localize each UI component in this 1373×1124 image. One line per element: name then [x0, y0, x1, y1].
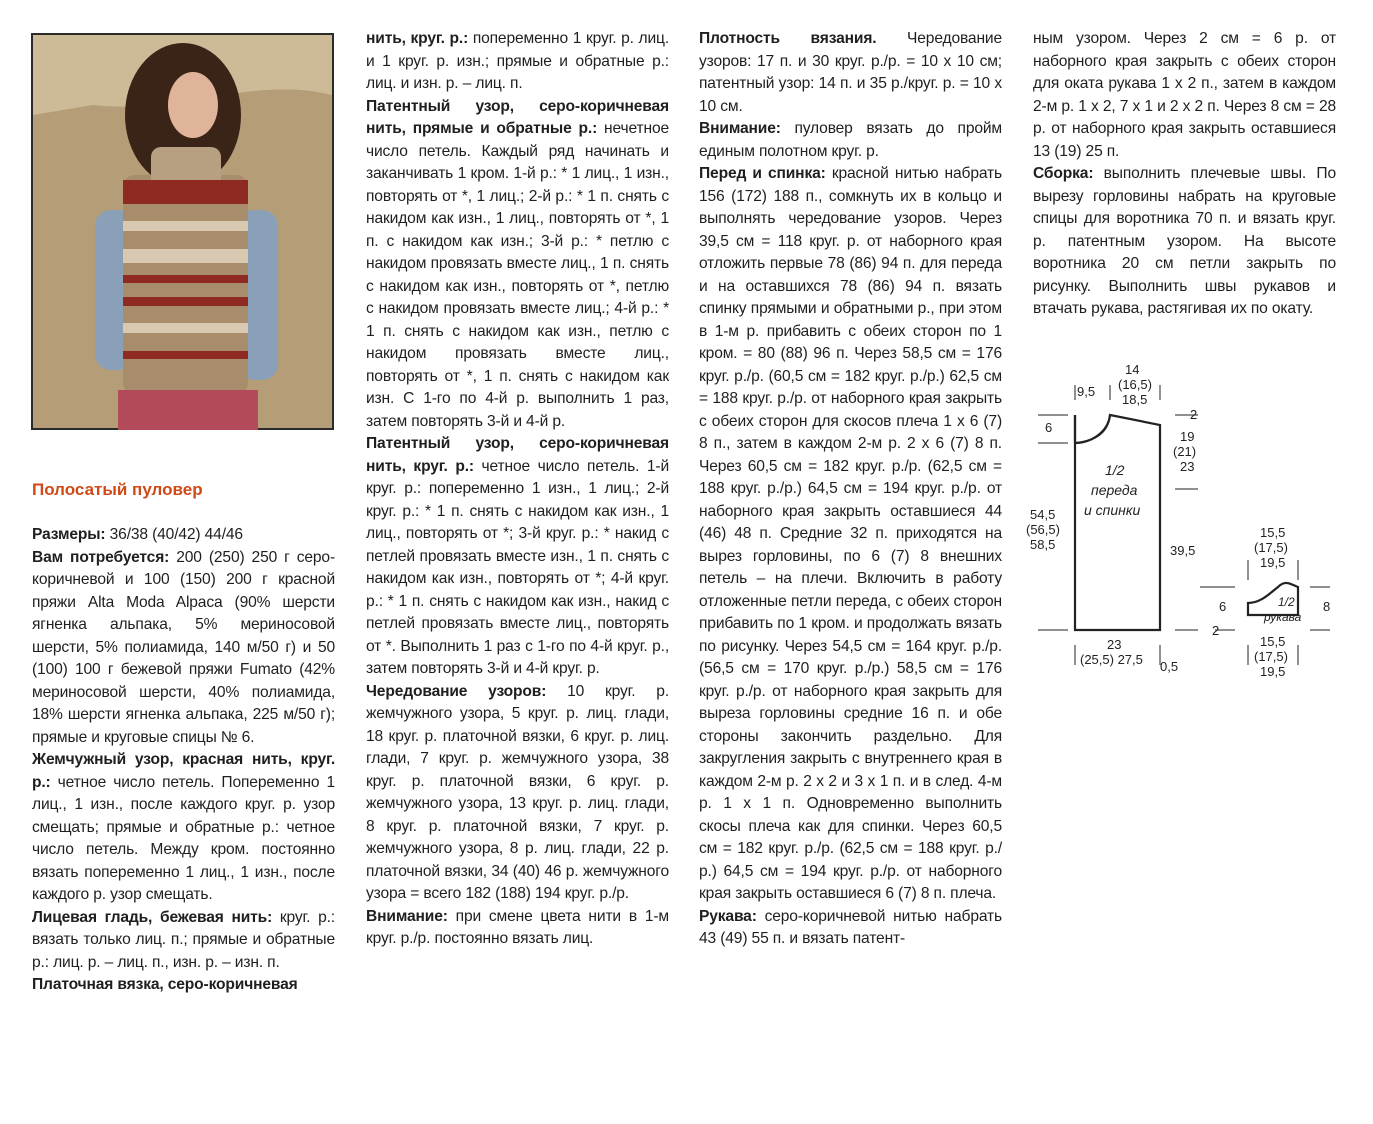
- paragraph: [32, 524, 335, 547]
- paragraph-heading: Жемчужный узор, красная нить, круг. р.:: [32, 751, 335, 791]
- paragraph-heading: Рукава:: [699, 907, 757, 925]
- sleeve-bottom-2: (17,5): [1254, 649, 1288, 664]
- paragraph-heading: Патентный узор, серо-коричневая нить, прямые и обратные р.:: [366, 97, 669, 137]
- paragraph: [366, 28, 669, 96]
- paragraph: [1033, 163, 1336, 321]
- paragraph-text: серо-коричневой нитью набрать 43 (49) 55 п. и вязать патент-: [699, 907, 1002, 947]
- sleeve-label-text: рукава: [1264, 610, 1302, 624]
- paragraph: [1033, 28, 1336, 163]
- paragraph-heading: Перед и спинка:: [699, 165, 826, 182]
- paragraph: [699, 118, 1002, 163]
- paragraph-text: Чередование узоров: 17 п. и 30 круг. р./р. = 10 х 10 см; патентный узор: 14 п. и 35 р./круг. р. = 10 х 10 см.: [699, 30, 1002, 115]
- paragraph-text: попеременно 1 круг. р. лиц. и 1 круг. р. изн.; прямые и обратные р.: лиц. и изн. р. – лиц. п.: [366, 30, 670, 92]
- sleeve-label-fraction: 1/2: [1278, 595, 1295, 609]
- sleeve-left-6: 6: [1219, 599, 1227, 614]
- dim-left-height-2: (56,5): [1026, 522, 1060, 537]
- paragraph-text: 36/38 (40/42) 44/46: [105, 526, 243, 543]
- paragraph-heading: Сборка:: [1033, 165, 1094, 182]
- paragraph-text: при смене цвета нити в 1-м круг. р./р. постоянно вязать лиц.: [366, 907, 669, 947]
- dim-mid-height: 39,5: [1170, 543, 1196, 558]
- paragraph-text: 10 круг. р. жемчужного узора, 5 круг. р. лиц. глади, 18 круг. р. платочной вязки, 6 круг. р. лиц. глади, 7 круг. р. жемчужного узора, 38 круг. р. платочной вязки, 6 круг. р. жемчужного узора, 13 круг. р. лиц. глади, 8 круг. р. платочной вязки, 7 круг. р. жемчужного узора, 8 р. лиц. глади, 22 р. платочной вязки, 34 (40) 46 р. жемчужного узора = всего 182 (188) 194 круг. р./р.: [366, 682, 669, 902]
- paragraph: [32, 907, 335, 975]
- paragraph-text: четное число петель. 1-й круг. р.: попеременно 1 изн., 1 лиц.; 2-й круг. р.: * 1 п. снять с накидом как изн., 1 лиц., повторять от *; 3-й круг. р.: * накид с петлей провязать вместе изн., 1 п. снять с накидом как изн., повторять от *; 4-й круг. р.: * 1 п. снять с накидом как изн., накид с петлей провязать вместе лиц., повторять от *. Выполнить 1 раз с 1-го по 4-й круг. р., затем повторять 3-й и 4-й круг. р.: [366, 457, 670, 677]
- column-1: [32, 524, 335, 997]
- paragraph: [366, 906, 669, 951]
- paragraph-heading: Лицевая гладь, бежевая нить:: [32, 908, 273, 926]
- woman-photo-illustration: [33, 35, 332, 428]
- pattern-schema-diagram: [1026, 355, 1350, 695]
- paragraph: [699, 28, 1002, 118]
- paragraph-heading: Плотность вязания.: [699, 30, 877, 47]
- paragraph: [32, 974, 335, 997]
- paragraph-heading: Чередование узоров:: [366, 682, 547, 700]
- paragraph: [699, 163, 1002, 906]
- paragraph: [366, 96, 669, 434]
- paragraph: [32, 547, 335, 750]
- dim-top-shoulder-3: 18,5: [1122, 392, 1148, 407]
- paragraph-text: выполнить плечевые швы. По вырезу горловины набрать на круговые спицы для воротника 70 п. и вязать круг. р. патентным узором. На высоте воротника 20 см петли закрыть по рисунку. Выполнить швы рукавов и втачать рукава, растягивая их по окату.: [1033, 165, 1336, 317]
- paragraph-text: пуловер вязать до пройм единым полотном круг. р.: [699, 120, 1002, 160]
- sleeve-top-2: (17,5): [1254, 540, 1288, 555]
- dim-bottom-width-2: (25,5) 27,5: [1080, 652, 1143, 667]
- dim-top-neck: 9,5: [1077, 384, 1096, 399]
- paragraph: [32, 749, 335, 907]
- body-outline: [1075, 415, 1160, 630]
- paragraph: [699, 906, 1002, 951]
- dim-left-neck-depth: 6: [1045, 420, 1053, 435]
- dim-bottom-width-1: 23: [1107, 637, 1122, 652]
- dim-left-height-3: 58,5: [1030, 537, 1056, 552]
- sleeve-right-8: 8: [1323, 599, 1331, 614]
- pattern-title: Полосатый пуловер: [32, 480, 203, 499]
- paragraph-text: нечетное число петель. Каждый ряд начинать и заканчивать 1 кром. 1-й р.: * 1 лиц., 1 изн., повторять от *, 1 лиц.; 2-й р.: * 1 п. снять с накидом как изн., 1 лиц., повторять от *, 1 п. с накидом как изн.; 3-й р.: * петлю с накидом провязать вместе лиц., 1 п. снять с накидом как изн., повторять от *, петлю с накидом провязать вместе лиц.; 4-й р.: * 1 п. снять с накидом как изн., петлю с накидом провязать вместе лиц., повторять от *, 1 п. снять с накидом как изн. С 1-го по 4-й р. выполнить 1 раз, затем повторять 3-й и 4-й р.: [366, 120, 669, 430]
- dim-top-shoulder-1: 14: [1125, 362, 1140, 377]
- paragraph-heading: Внимание:: [366, 907, 448, 925]
- paragraph-heading: Платочная вязка, серо-коричневая: [32, 976, 298, 993]
- paragraph-text: ным узором. Через 2 см = 6 р. от наборного края закрыть с обеих сторон для оката рукава 1 х 2 п., затем в каждом 2-м р. 1 х 2, 7 х 1 и 2 х 2 п. Через 8 см = 28 р. от наборного края закрыть оставшиеся 13 (19) 25 п.: [1033, 30, 1336, 160]
- paragraph-heading: нить, круг. р.:: [366, 30, 469, 47]
- sleeve-bottom-1: 15,5: [1260, 634, 1286, 649]
- dim-top-shoulder-2: (16,5): [1118, 377, 1152, 392]
- body-label-fraction: 1/2: [1105, 462, 1125, 478]
- sleeve-top-3: 19,5: [1260, 555, 1286, 570]
- paragraph-text: четное число петель. Попеременно 1 лиц., 1 изн., после каждого круг. р. узор смещать; прямые и обратные р.: четное число петель. Между кром. постоянно вязать попеременно 1 лиц., 1 изн., после каждого р. узор смещать.: [32, 773, 335, 903]
- paragraph-text: красной нитью набрать 156 (172) 188 п., сомкнуть их в кольцо и выполнять чередование узоров. Через 39,5 см = 118 круг. р. от наборного края отложить первые 78 (86) 94 п. для переда и на оставшихся 78 (86) 94 п. вязать спинку прямыми и обратными р., при этом в 1-м р. прибавить с обеих сторон по 1 кром. = 80 (88) 96 п. Через 58,5 см = 176 круг. р./р. (60,5 см = 182 круг. р./р.) 62,5 см = 188 круг. р./р. от наборного края закрыть с обеих сторон для скосов плеча 1 х 6 (7) 8 п., затем в каждом 2-м р. 2 х 6 (7) 8 п. Через 60,5 см = 182 круг. р./р. (62,5 см = 188 круг. р./р.) 64,5 см = 194 круг. р./р. от наборного края закрыть оставшиеся 44 (46) 48 п. Средние 32 п. приходятся на вырез горловины, по 6 (7) 8 внешних петель – на плечи. Включить в работу отложенные петли переда, с обеих сторон прибавить по 1 кром. и продолжать вязать по рисунку. Через 54,5 см = 164 круг. р./р. (56,5 см = 170 круг. р./р.) 58,5 см = 176 круг. р./р. от наборного края закрыть для выреза горловины средние 16 п. и обе стороны закончить раздельно. Для закругления закрыть с внутреннего края в каждом 2-м р. 2 х 2 и 3 х 1 п. и в след. 4-м р. 1 х 1 п. Одновременно выполнить скосы плеча как для спинки. Через 60,5 см = 182 круг. р./р. (62,5 см = 188 круг. р./р.) 64,5 см = 194 круг. р./р. от наборного края закрыть оставшиеся 6 (7) 8 п. плеча.: [699, 165, 1002, 902]
- column-2: [366, 28, 669, 951]
- column-3: [699, 28, 1002, 951]
- paragraph-heading: Внимание:: [699, 120, 781, 137]
- dim-right-shoulder: 2: [1190, 407, 1198, 422]
- pullover-photo: [31, 33, 334, 430]
- paragraph-text: круг. р.: вязать только лиц. п.; прямые и обратные р.: лиц. р. – лиц. п., изн. р. – изн. п.: [32, 908, 335, 971]
- paragraph: [366, 433, 669, 681]
- body-label-front: переда: [1091, 482, 1138, 498]
- dim-right-armhole-3: 23: [1180, 459, 1195, 474]
- paragraph-text: 200 (250) 250 г серо-коричневой и 100 (150) 200 г красной пряжи Alta Moda Alpaca (90% шерсти ягненка альпака, 5% мериносовой шерсти, 5% полиамида, 140 м/50 г) и 50 (100) 100 г бежевой пряжи Fumato (42% мериносовой шерсти, 40% полиамида, 18% шерсти ягненка альпака, 225 м/50 г); прямые и круговые спицы № 6.: [32, 548, 335, 746]
- paragraph-heading: Размеры:: [32, 526, 106, 543]
- sleeve-left-2: 2: [1212, 623, 1220, 638]
- dim-left-height-1: 54,5: [1030, 507, 1056, 522]
- sleeve-top-1: 15,5: [1260, 525, 1286, 540]
- column-4: [1033, 28, 1336, 321]
- sleeve-bottom-3: 19,5: [1260, 664, 1286, 679]
- paragraph-heading: Патентный узор, серо-коричневая нить, круг. р.:: [366, 435, 669, 475]
- body-label-back: и спинки: [1084, 502, 1141, 518]
- paragraph-heading: Вам потребуется:: [32, 548, 170, 566]
- paragraph: [366, 681, 669, 906]
- dim-bottom-edge: 0,5: [1160, 659, 1179, 674]
- dim-right-armhole-1: 19: [1180, 429, 1195, 444]
- dim-right-armhole-2: (21): [1173, 444, 1197, 459]
